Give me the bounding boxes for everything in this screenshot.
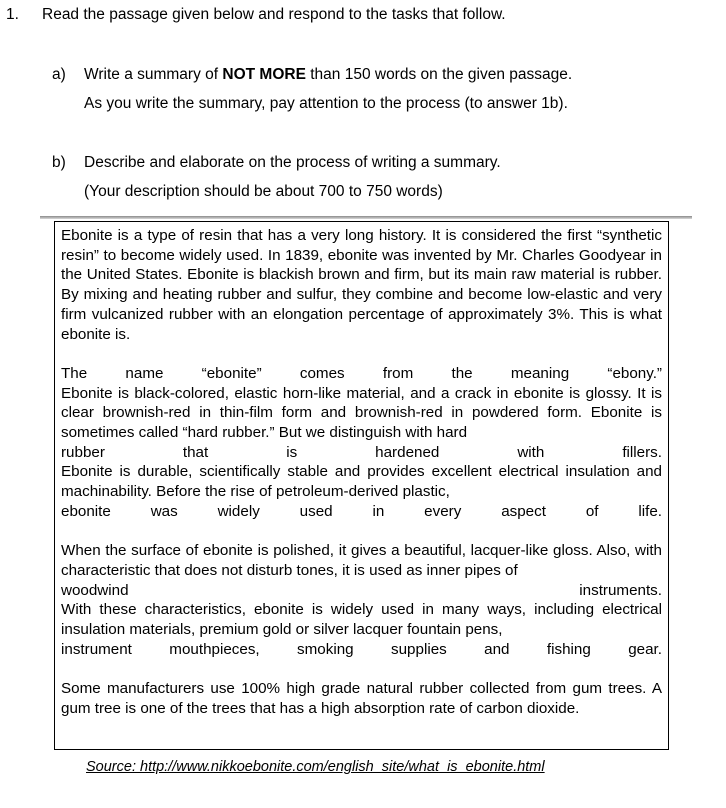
question-number: 1. xyxy=(6,6,19,23)
passage-p2-body: Ebonite is black-colored, elastic horn-like material, and a crack in ebonite is glossy. It is clear brownish-red in thin-film form and brownish-red in powdered form. Ebonite is sometimes called “hard rubber.” But we distinguish with hard xyxy=(61,384,662,442)
question-instruction: Read the passage given below and respond to the tasks that follow. xyxy=(42,6,506,23)
task-a-emphasis: NOT MORE xyxy=(222,66,306,83)
task-b-label: b) xyxy=(52,154,66,171)
passage-p3-split-line: woodwind instruments. xyxy=(61,581,662,599)
task-a-line1 xyxy=(84,65,572,85)
task-b-line2: (Your description should be about 700 to 750 words) xyxy=(84,183,443,200)
task-b-line1: Describe and elaborate on the process of writing a summary. xyxy=(84,154,501,171)
passage-p2-first-line: The name “ebonite” comes from the meaning “ebony.” xyxy=(61,364,662,382)
passage-p3-last-line: instrument mouthpieces, smoking supplies and fishing gear. xyxy=(61,640,662,658)
passage-paragraph-2 xyxy=(61,364,662,522)
passage-p2-body2: Ebonite is durable, scientifically stable and provides excellent electrical insulation and machinability. Before the rise of petroleum-derived plastic, xyxy=(61,463,662,501)
passage-box xyxy=(54,221,669,750)
passage-top-rule xyxy=(40,216,692,219)
passage-paragraph-4: Some manufacturers use 100% high grade natural rubber collected from gum trees. A gum tree is one of the trees that has a high absorption rate of carbon dioxide. xyxy=(61,680,662,717)
passage-p2-last-line: ebonite was widely used in every aspect of life. xyxy=(61,502,662,520)
passage-paragraph-3 xyxy=(61,541,662,659)
passage-paragraph-1: Ebonite is a type of resin that has a very long history. It is considered the first “synthetic resin” to become widely used. In 1839, ebonite was invented by Mr. Charles Goodyear in the United States. Ebonite is blackish brown and firm, but its main raw material is rubber. By mixing and heating rubber and sulfur, they combine and become low-elastic and very firm vulcanized rubber with an elongation percentage of approximately 3%. This is what ebonite is. xyxy=(61,227,662,343)
passage-p3-body2: With these characteristics, ebonite is widely used in many ways, including electrical insulation materials, premium gold or silver lacquer fountain pens, xyxy=(61,601,662,639)
task-a-line2: As you write the summary, pay attention to the process (to answer 1b). xyxy=(84,95,568,112)
task-a-text-post: than 150 words on the given passage. xyxy=(305,66,573,83)
task-a-label: a) xyxy=(52,66,66,83)
task-a-text-pre: Write a summary of xyxy=(84,66,223,83)
source-link[interactable]: Source: http://www.nikkoebonite.com/english_site/what_is_ebonite.html xyxy=(86,759,545,775)
passage-p2-split-line: rubber that is hardened with fillers. xyxy=(61,443,662,461)
passage-p3-body: When the surface of ebonite is polished, it gives a beautiful, lacquer-like gloss. Also, with characteristic that does not disturb tones, it is used as inner pipes of xyxy=(61,542,662,579)
